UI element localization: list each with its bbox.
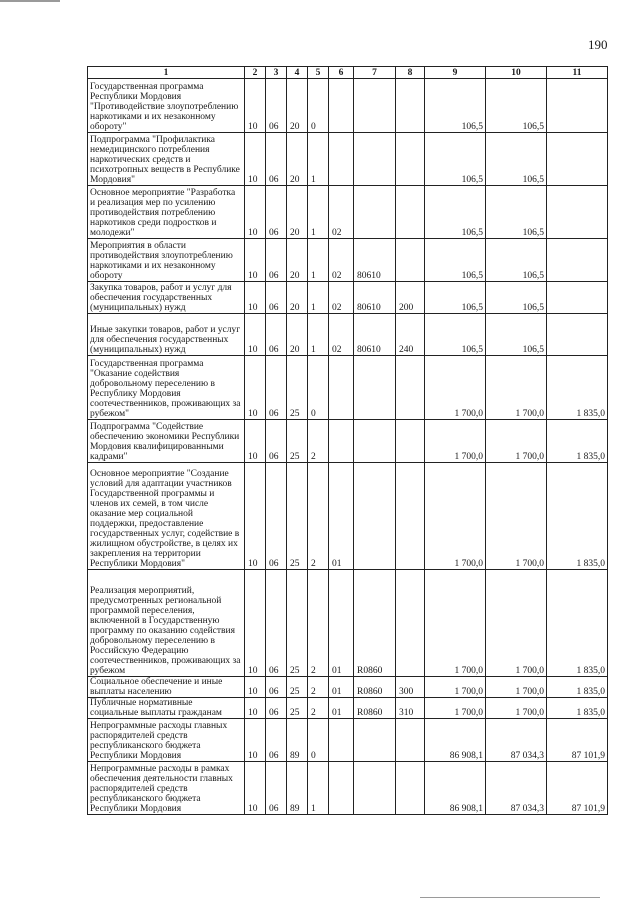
code-activity: [329, 79, 354, 133]
amount-col-10: 106,5: [486, 239, 547, 282]
code-rz: 10: [245, 186, 266, 239]
code-rz: 10: [245, 762, 266, 815]
row-name: Мероприятия в области противодействия злоупотреблению наркотиками и их незаконному обороту: [88, 239, 245, 282]
code-rz: 10: [245, 133, 266, 186]
code-direction: [354, 79, 396, 133]
code-program: 89: [287, 719, 308, 762]
table-row: [88, 282, 608, 314]
column-number: 11: [547, 67, 608, 79]
amount-col-10: 87 034,3: [486, 762, 547, 815]
code-activity: [329, 133, 354, 186]
code-pr: 06: [266, 677, 287, 698]
code-activity: 01: [329, 677, 354, 698]
column-number-row: [88, 67, 608, 79]
column-number: 7: [354, 67, 396, 79]
code-activity: 01: [329, 570, 354, 677]
column-number: 2: [245, 67, 266, 79]
code-direction: 80610: [354, 282, 396, 314]
amount-col-11: 1 835,0: [547, 420, 608, 463]
code-program: 20: [287, 239, 308, 282]
amount-col-10: 106,5: [486, 79, 547, 133]
column-number: 1: [88, 67, 245, 79]
amount-col-10: 1 700,0: [486, 677, 547, 698]
code-activity: 02: [329, 314, 354, 356]
code-direction: R0860: [354, 570, 396, 677]
amount-col-10: 1 700,0: [486, 463, 547, 570]
code-direction: [354, 762, 396, 815]
code-direction: [354, 186, 396, 239]
code-pr: 06: [266, 79, 287, 133]
column-number: 3: [266, 67, 287, 79]
code-pr: 06: [266, 356, 287, 420]
code-expense-type: [396, 463, 425, 570]
code-pr: 06: [266, 420, 287, 463]
column-number: 6: [329, 67, 354, 79]
code-expense-type: [396, 356, 425, 420]
code-expense-type: 200: [396, 282, 425, 314]
amount-col-10: 106,5: [486, 186, 547, 239]
code-subprogram: 1: [308, 314, 329, 356]
code-pr: 06: [266, 282, 287, 314]
amount-col-11: [547, 186, 608, 239]
row-name: Социальное обеспечение и иные выплаты населению: [88, 677, 245, 698]
code-program: 20: [287, 133, 308, 186]
amount-col-10: 106,5: [486, 133, 547, 186]
amount-col-10: 1 700,0: [486, 420, 547, 463]
code-subprogram: 2: [308, 698, 329, 719]
code-activity: [329, 420, 354, 463]
code-subprogram: 2: [308, 570, 329, 677]
amount-col-10: 106,5: [486, 314, 547, 356]
amount-col-11: 1 835,0: [547, 356, 608, 420]
row-name: Государственная программа "Оказание содействия добровольному переселению в Республику Мордовия соотечественников, проживающих за рубежом": [88, 356, 245, 420]
code-pr: 06: [266, 186, 287, 239]
code-subprogram: 1: [308, 186, 329, 239]
code-program: 25: [287, 356, 308, 420]
code-expense-type: 240: [396, 314, 425, 356]
page-number: 190: [588, 37, 608, 52]
row-name: Публичные нормативные социальные выплаты гражданам: [88, 698, 245, 719]
amount-col-11: 1 835,0: [547, 677, 608, 698]
table-row: [88, 570, 608, 677]
code-pr: 06: [266, 762, 287, 815]
code-pr: 06: [266, 698, 287, 719]
code-expense-type: 300: [396, 677, 425, 698]
code-activity: [329, 719, 354, 762]
table-row: [88, 314, 608, 356]
amount-col-9: 86 908,1: [425, 762, 486, 815]
code-direction: 80610: [354, 239, 396, 282]
table-row: [88, 133, 608, 186]
amount-col-10: 1 700,0: [486, 356, 547, 420]
table-row: [88, 719, 608, 762]
code-pr: 06: [266, 314, 287, 356]
row-name: Реализация мероприятий, предусмотренных региональной программой переселения, включенной в Государственную программу по оказанию содействия добровольному переселению в Российскую Федерацию соотечественников, проживающих за рубежом: [88, 570, 245, 677]
table-row: [88, 79, 608, 133]
amount-col-9: 106,5: [425, 239, 486, 282]
code-program: 20: [287, 282, 308, 314]
column-number: 10: [486, 67, 547, 79]
amount-col-9: 106,5: [425, 314, 486, 356]
amount-col-11: 87 101,9: [547, 719, 608, 762]
amount-col-11: 1 835,0: [547, 570, 608, 677]
code-program: 20: [287, 79, 308, 133]
row-name: Основное мероприятие "Создание условий для адаптации участников Государственной программы и членов их семей, в том числе оказание мер социальной поддержки, предоставление государственных услуг, содействие в жилищном обустройстве, в целях их закрепления на территории Республики Мордовия": [88, 463, 245, 570]
code-pr: 06: [266, 463, 287, 570]
amount-col-10: 106,5: [486, 282, 547, 314]
code-direction: R0860: [354, 677, 396, 698]
code-program: 25: [287, 463, 308, 570]
amount-col-11: 1 835,0: [547, 698, 608, 719]
code-direction: [354, 463, 396, 570]
code-subprogram: 1: [308, 239, 329, 282]
code-pr: 06: [266, 239, 287, 282]
code-direction: R0860: [354, 698, 396, 719]
amount-col-9: 106,5: [425, 282, 486, 314]
code-direction: [354, 719, 396, 762]
code-rz: 10: [245, 570, 266, 677]
code-subprogram: 2: [308, 677, 329, 698]
amount-col-11: [547, 133, 608, 186]
table-row: [88, 698, 608, 719]
table-row: [88, 420, 608, 463]
amount-col-9: 1 700,0: [425, 356, 486, 420]
code-subprogram: 0: [308, 356, 329, 420]
code-rz: 10: [245, 314, 266, 356]
code-expense-type: [396, 239, 425, 282]
amount-col-9: 106,5: [425, 186, 486, 239]
code-activity: 02: [329, 282, 354, 314]
code-expense-type: [396, 762, 425, 815]
table-row: [88, 762, 608, 815]
code-program: 25: [287, 570, 308, 677]
amount-col-10: 1 700,0: [486, 570, 547, 677]
code-expense-type: [396, 719, 425, 762]
code-pr: 06: [266, 719, 287, 762]
budget-table: [87, 66, 608, 815]
code-rz: 10: [245, 79, 266, 133]
table-row: [88, 356, 608, 420]
code-subprogram: 1: [308, 762, 329, 815]
amount-col-9: 1 700,0: [425, 698, 486, 719]
column-number: 5: [308, 67, 329, 79]
code-activity: [329, 356, 354, 420]
code-rz: 10: [245, 463, 266, 570]
amount-col-11: [547, 314, 608, 356]
row-name: Непрограммные расходы в рамках обеспечения деятельности главных распорядителей средств республиканского бюджета Республики Мордовия: [88, 762, 245, 815]
code-expense-type: [396, 420, 425, 463]
code-rz: 10: [245, 698, 266, 719]
code-activity: 01: [329, 698, 354, 719]
amount-col-9: 86 908,1: [425, 719, 486, 762]
code-subprogram: 0: [308, 79, 329, 133]
code-subprogram: 2: [308, 420, 329, 463]
row-name: Непрограммные расходы главных распорядителей средств республиканского бюджета Республики Мордовия: [88, 719, 245, 762]
code-direction: [354, 356, 396, 420]
amount-col-9: 1 700,0: [425, 570, 486, 677]
amount-col-11: [547, 239, 608, 282]
row-name: Подпрограмма "Содействие обеспечению экономики Республики Мордовия квалифицированными кадрами": [88, 420, 245, 463]
code-program: 25: [287, 677, 308, 698]
amount-col-9: 1 700,0: [425, 463, 486, 570]
code-expense-type: [396, 79, 425, 133]
amount-col-11: [547, 79, 608, 133]
code-program: 25: [287, 420, 308, 463]
amount-col-11: 87 101,9: [547, 762, 608, 815]
amount-col-10: 87 034,3: [486, 719, 547, 762]
code-rz: 10: [245, 356, 266, 420]
table-row: [88, 463, 608, 570]
code-program: 20: [287, 186, 308, 239]
row-name: Подпрограмма "Профилактика немедицинского потребления наркотических средств и психотропных веществ в Республике Мордовия": [88, 133, 245, 186]
code-rz: 10: [245, 719, 266, 762]
code-activity: 02: [329, 239, 354, 282]
amount-col-9: 106,5: [425, 79, 486, 133]
code-program: 20: [287, 314, 308, 356]
code-subprogram: 2: [308, 463, 329, 570]
amount-col-11: 1 835,0: [547, 463, 608, 570]
scan-mark-bottom: [420, 897, 600, 898]
code-program: 89: [287, 762, 308, 815]
code-direction: [354, 133, 396, 186]
column-number: 9: [425, 67, 486, 79]
code-rz: 10: [245, 282, 266, 314]
row-name: Государственная программа Республики Мордовия "Противодействие злоупотреблению наркотиками и их незаконному обороту": [88, 79, 245, 133]
code-expense-type: 310: [396, 698, 425, 719]
code-rz: 10: [245, 420, 266, 463]
code-subprogram: 0: [308, 719, 329, 762]
row-name: Закупка товаров, работ и услуг для обеспечения государственных (муниципальных) нужд: [88, 282, 245, 314]
table-row: [88, 677, 608, 698]
code-rz: 10: [245, 677, 266, 698]
code-activity: [329, 762, 354, 815]
column-number: 4: [287, 67, 308, 79]
code-rz: 10: [245, 239, 266, 282]
table-row: [88, 186, 608, 239]
code-pr: 06: [266, 570, 287, 677]
amount-col-9: 1 700,0: [425, 420, 486, 463]
code-pr: 06: [266, 133, 287, 186]
code-activity: 02: [329, 186, 354, 239]
code-subprogram: 1: [308, 282, 329, 314]
code-direction: 80610: [354, 314, 396, 356]
row-name: Основное мероприятие "Разработка и реализация мер по усилению противодействия потреблению наркотиков среди подростков и молодежи": [88, 186, 245, 239]
table-row: [88, 239, 608, 282]
code-direction: [354, 420, 396, 463]
code-expense-type: [396, 186, 425, 239]
amount-col-11: [547, 282, 608, 314]
code-expense-type: [396, 133, 425, 186]
column-number: 8: [396, 67, 425, 79]
scan-mark-top: [0, 0, 60, 2]
amount-col-9: 1 700,0: [425, 677, 486, 698]
row-name: Иные закупки товаров, работ и услуг для обеспечения государственных (муниципальных) нужд: [88, 314, 245, 356]
code-expense-type: [396, 570, 425, 677]
code-subprogram: 1: [308, 133, 329, 186]
code-program: 25: [287, 698, 308, 719]
amount-col-9: 106,5: [425, 133, 486, 186]
amount-col-10: 1 700,0: [486, 698, 547, 719]
code-activity: 01: [329, 463, 354, 570]
